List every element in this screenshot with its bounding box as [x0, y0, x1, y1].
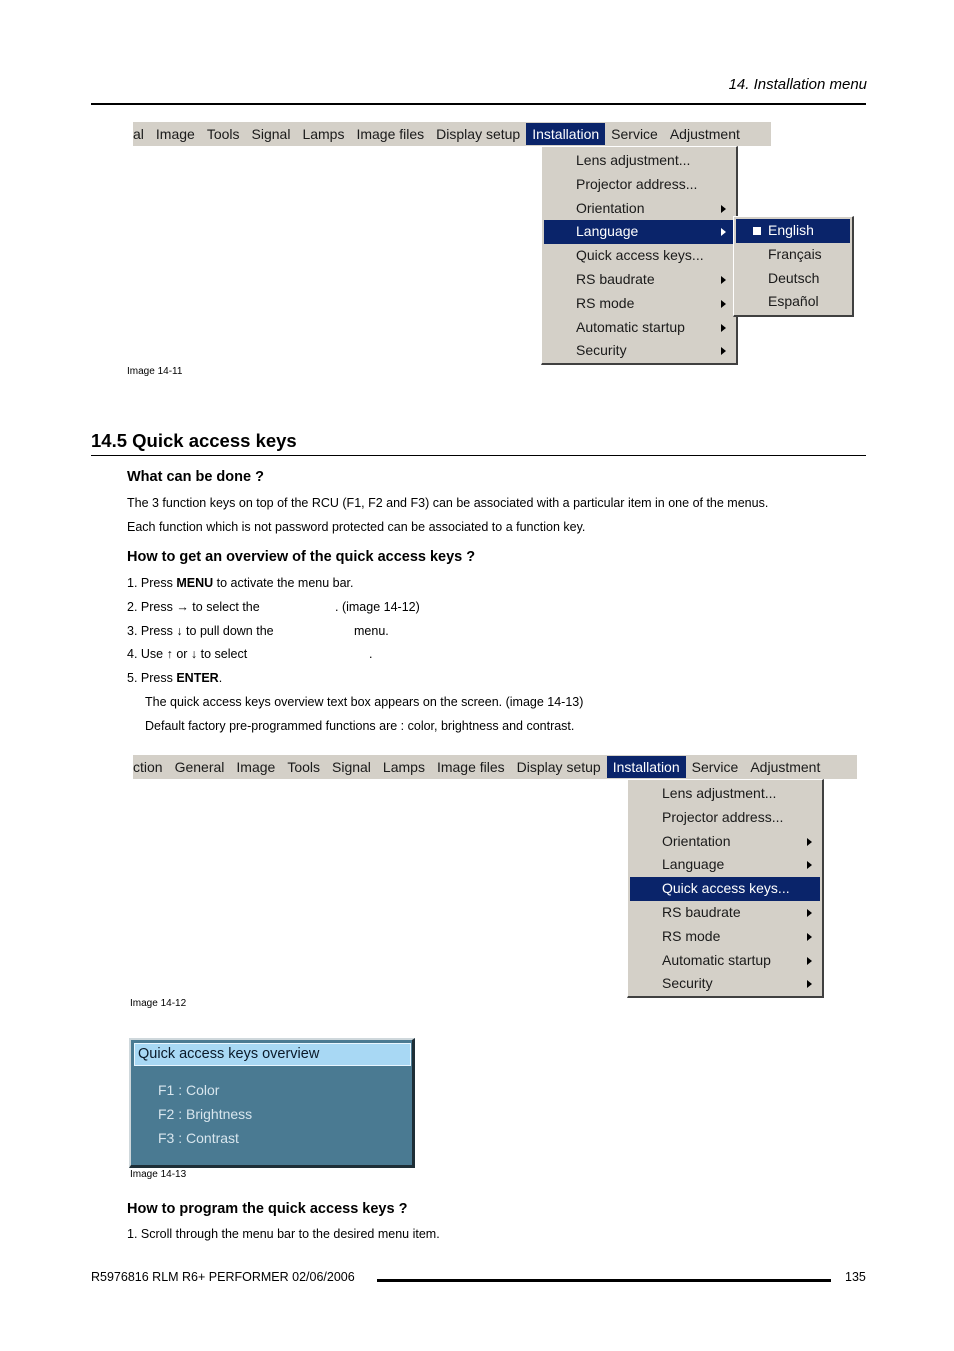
language-item-english[interactable] [736, 219, 850, 243]
menu-item-rs-baudrate[interactable] [544, 268, 734, 292]
figure-caption: Image 14-11 [127, 366, 183, 377]
menu-item-lens-adjustment[interactable] [544, 149, 734, 173]
step-5 [127, 670, 222, 686]
menu-bar-item[interactable]: Image files [356, 126, 425, 142]
language-item-francais[interactable] [736, 243, 850, 267]
menu-bar-item[interactable]: Tools [206, 126, 240, 142]
subheading-what-can-be-done: What can be done ? [127, 469, 264, 485]
step-4-suffix: . [369, 647, 373, 661]
submenu-arrow-icon [721, 300, 726, 308]
submenu-arrow-icon [807, 980, 812, 988]
submenu-arrow-icon [807, 909, 812, 917]
menu-item-lens-adjustment[interactable] [630, 782, 820, 806]
footer-rule [377, 1279, 831, 1282]
step-text: 2. Press → to select the [127, 600, 260, 614]
menu-item-quick-access-keys[interactable] [544, 244, 734, 268]
subheading-overview: How to get an overview of the quick access keys ? [127, 549, 476, 565]
paragraph: Each function which is not password protected can be associated to a function key. [127, 520, 586, 534]
menu-item-label: Orientation [576, 199, 645, 216]
menu-item-quick-access-keys[interactable] [630, 877, 820, 901]
menu-item-label: Projector address... [576, 175, 698, 192]
key-name: MENU [176, 576, 214, 590]
menu-bar-item[interactable]: Image [236, 759, 276, 775]
menu-item-rs-mode[interactable] [544, 292, 734, 316]
submenu-arrow-icon [721, 228, 726, 236]
overview-item-f3: F3 : Contrast [158, 1130, 239, 1146]
key-name: ENTER [176, 671, 219, 685]
note: The quick access keys overview text box appears on the screen. (image 14-13) [145, 695, 584, 709]
submenu-arrow-icon [721, 205, 726, 213]
step-3-suffix: menu. [354, 624, 389, 638]
menu-item-label: RS baudrate [662, 903, 741, 920]
menu-item-label: Security [662, 975, 713, 992]
quick-access-overview-box [129, 1038, 415, 1168]
menu-item-automatic-startup[interactable] [544, 316, 734, 340]
paragraph: The 3 function keys on top of the RCU (F1, F2 and F3) can be associated with a particular item in one of the menus. [127, 496, 769, 510]
step-1 [127, 575, 354, 591]
overview-title: Quick access keys overview [134, 1043, 411, 1066]
menu-item-projector-address[interactable] [544, 173, 734, 197]
step-text: 1. Press [127, 576, 177, 590]
menu-bar-item[interactable]: Image [155, 126, 195, 142]
figure-caption: Image 14-13 [130, 1169, 187, 1180]
step-text: . [218, 671, 223, 685]
overview-item-f1: F1 : Color [158, 1082, 220, 1098]
chapter-header: 14. Installation menu [728, 76, 867, 93]
step-2 [127, 599, 260, 615]
menu-item-orientation[interactable] [630, 830, 820, 854]
menu-item-automatic-startup[interactable] [630, 949, 820, 973]
menu-item-security[interactable] [630, 972, 820, 996]
submenu-arrow-icon [721, 276, 726, 284]
overview-item-f2: F2 : Brightness [158, 1106, 253, 1122]
step-1-program: 1. Scroll through the menu bar to the desired menu item. [127, 1227, 440, 1241]
section-rule [91, 455, 866, 456]
note: Default factory pre-programmed functions are : color, brightness and contrast. [145, 719, 575, 733]
menu-bar-figure-1 [133, 122, 771, 146]
menu-bar-item[interactable]: Lamps [382, 759, 425, 775]
menu-bar-item[interactable]: General [174, 759, 225, 775]
submenu-arrow-icon [807, 933, 812, 941]
menu-item-label: Language [662, 856, 725, 873]
menu-item-label: Projector address... [662, 808, 784, 825]
menu-bar-item[interactable]: Signal [332, 759, 371, 775]
language-item-deutsch[interactable] [736, 267, 850, 291]
submenu-arrow-icon [807, 861, 812, 869]
language-label: Deutsch [768, 269, 820, 286]
menu-bar-item-installation[interactable]: Installation [607, 756, 686, 778]
menu-item-orientation[interactable] [544, 197, 734, 221]
language-label: English [768, 222, 814, 238]
menu-item-label: Lens adjustment... [576, 152, 691, 168]
subheading-program: How to program the quick access keys ? [127, 1201, 408, 1217]
step-4: 4. Use ↑ or ↓ to select [127, 647, 248, 661]
menu-item-label: Automatic startup [576, 318, 685, 335]
menu-bar-item[interactable]: Display setup [516, 759, 601, 775]
step-3: 3. Press ↓ to pull down the [127, 624, 274, 638]
menu-bar-item[interactable]: Signal [251, 126, 291, 142]
menu-item-label: Quick access keys... [662, 880, 790, 897]
step-text: to activate the menu bar. [213, 576, 354, 590]
footer-doc-id: R5976816 RLM R6+ PERFORMER 02/06/2006 [91, 1270, 355, 1284]
menu-bar-item[interactable]: Adjustment [669, 126, 740, 142]
installation-dropdown-figure-1 [541, 146, 738, 365]
menu-item-label: RS mode [576, 294, 635, 311]
menu-bar-item[interactable]: al [133, 126, 144, 142]
menu-item-label: Automatic startup [662, 951, 771, 968]
language-label: Español [768, 293, 819, 310]
header-rule [91, 103, 866, 105]
menu-bar-item[interactable]: Image files [436, 759, 505, 775]
language-item-espanol[interactable] [736, 290, 850, 314]
menu-item-label: Orientation [662, 832, 731, 849]
menu-item-language[interactable] [544, 220, 734, 244]
menu-item-label: RS mode [662, 927, 721, 944]
installation-dropdown-figure-2 [627, 779, 824, 998]
menu-bar-item[interactable]: Tools [287, 759, 320, 775]
submenu-arrow-icon [807, 838, 812, 846]
submenu-arrow-icon [721, 347, 726, 355]
menu-item-language[interactable] [630, 853, 820, 877]
menu-item-label: Lens adjustment... [662, 785, 777, 801]
menu-item-projector-address[interactable] [630, 806, 820, 830]
menu-bar-item[interactable]: Service [691, 759, 739, 775]
menu-item-label: RS baudrate [576, 270, 655, 287]
language-submenu [733, 216, 854, 317]
submenu-arrow-icon [807, 957, 812, 965]
menu-item-rs-baudrate[interactable] [630, 901, 820, 925]
menu-bar-item[interactable]: Service [611, 126, 658, 142]
language-label: Français [768, 245, 822, 262]
menu-item-label: Security [576, 342, 627, 359]
step-2-suffix: . (image 14-12) [335, 600, 420, 614]
menu-bar-item[interactable]: Lamps [302, 126, 345, 142]
menu-item-security[interactable] [544, 339, 734, 363]
selected-bullet-icon [753, 227, 761, 235]
step-text: 5. Press [127, 671, 177, 685]
menu-item-label: Language [576, 223, 639, 240]
menu-bar-item[interactable]: Adjustment [750, 759, 821, 775]
menu-bar-figure-2 [133, 755, 857, 779]
submenu-arrow-icon [721, 324, 726, 332]
menu-bar-item[interactable]: Display setup [436, 126, 521, 142]
page-number: 135 [845, 1270, 866, 1284]
menu-item-label: Quick access keys... [576, 247, 704, 264]
figure-caption: Image 14-12 [130, 998, 187, 1009]
menu-bar-item-installation[interactable]: Installation [526, 123, 605, 145]
menu-item-rs-mode[interactable] [630, 925, 820, 949]
menu-bar-item[interactable]: ction [133, 759, 163, 775]
section-title: 14.5 Quick access keys [91, 430, 297, 451]
